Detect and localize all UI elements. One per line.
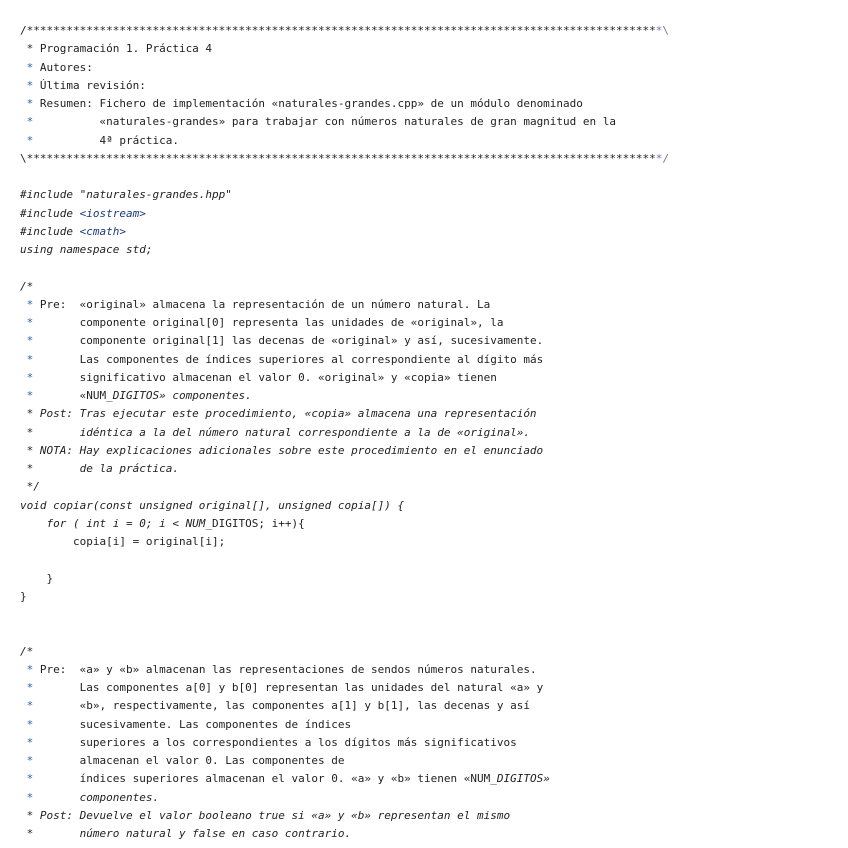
code-text: copia[i] = original[i]; <box>20 535 226 548</box>
code-text: } <box>20 571 54 585</box>
code-text <box>20 115 27 128</box>
code-text <box>20 134 27 147</box>
code-text <box>20 736 27 749</box>
code-text: #include <box>20 224 80 238</box>
code-text: #include <box>20 206 80 220</box>
code-line <box>20 405 840 423</box>
code-text: _DIGITOS; i++){ <box>205 516 305 530</box>
code-text: «naturales-grandes» para trabajar con números naturales de gran magnitud en la <box>33 115 617 129</box>
code-text: Las componentes a[0] y b[0] representan las unidades del natural «a» y <box>33 681 544 694</box>
code-text: /* <box>20 644 34 658</box>
code-text: * <box>26 370 34 384</box>
code-line <box>20 661 840 679</box>
code-text: * <box>26 754 34 767</box>
code-text: * <box>26 334 34 348</box>
code-line <box>20 278 840 296</box>
code-text <box>20 718 27 731</box>
code-text: for ( int i = 0; i < NUM <box>20 516 206 530</box>
code-text: *\ <box>655 24 670 37</box>
code-line <box>20 734 840 752</box>
code-text <box>20 681 27 694</box>
code-text: sucesivamente. Las componentes de índices <box>33 717 352 731</box>
code-line <box>20 241 840 259</box>
code-line <box>20 533 840 551</box>
code-line <box>20 442 840 460</box>
code-text <box>20 97 27 110</box>
code-line <box>20 752 840 770</box>
code-text: * de la práctica. <box>20 462 179 475</box>
code-text: componente original[0] representa las unidades de «original», la <box>33 316 504 329</box>
code-text: * NOTA: Hay explicaciones adicionales sobre este procedimiento en el enunciado <box>20 443 544 457</box>
code-text <box>20 316 27 329</box>
code-text: */ <box>20 480 40 494</box>
code-text: /*********************************************************************************************** <box>20 24 656 37</box>
code-line <box>20 259 840 277</box>
code-line <box>20 77 840 95</box>
code-text <box>20 61 27 74</box>
code-text <box>20 754 27 767</box>
code-text: Pre: «a» y «b» almacenan las representaciones de sendos números naturales. <box>33 662 537 676</box>
code-line <box>20 186 840 204</box>
code-line <box>20 679 840 697</box>
code-line <box>20 223 840 241</box>
code-text <box>20 663 27 676</box>
code-line <box>20 624 840 642</box>
code-text: Las componentes de índices superiores al correspondiente al dígito más <box>33 352 544 366</box>
code-text: * <box>26 662 34 676</box>
code-line <box>20 132 840 150</box>
code-text: * <box>26 316 34 329</box>
code-line <box>20 497 840 515</box>
code-text: componente original[1] las decenas de «original» y así, sucesivamente. <box>33 334 544 348</box>
code-text: significativo almacenan el valor 0. «original» y «copia» tienen <box>33 370 497 384</box>
code-line <box>20 643 840 661</box>
code-text: void copiar(const unsigned original[], unsigned copia[]) { <box>20 498 405 512</box>
code-line <box>20 570 840 588</box>
code-text <box>20 79 27 92</box>
code-text: * <box>26 133 34 147</box>
code-text: * <box>26 717 34 731</box>
code-line <box>20 387 840 405</box>
code-text: */ <box>655 151 670 165</box>
code-document <box>20 22 840 843</box>
code-line <box>20 22 840 40</box>
code-line <box>20 59 840 77</box>
code-text: * Post: Tras ejecutar este procedimiento, «copia» almacena una representación <box>20 407 537 421</box>
code-line <box>20 515 840 533</box>
code-text: * <box>26 389 34 402</box>
code-line <box>20 789 840 807</box>
code-text: * número natural y false en caso contrario. <box>20 827 352 840</box>
code-line <box>20 296 840 314</box>
code-text: <iostream> <box>79 206 146 220</box>
code-line <box>20 825 840 843</box>
code-line <box>20 150 840 168</box>
code-text: «b», respectivamente, las componentes a[1] y b[1], las decenas y así <box>33 699 530 713</box>
code-text: Última revisión: <box>33 78 146 92</box>
code-line <box>20 551 840 569</box>
code-line <box>20 205 840 223</box>
code-text: «NUM <box>33 389 107 402</box>
code-text: * Programación 1. Práctica 4 <box>20 42 213 56</box>
code-text: \*********************************************************************************************** <box>20 151 656 165</box>
code-line <box>20 351 840 369</box>
code-line <box>20 478 840 496</box>
code-text: * <box>26 699 34 713</box>
code-text: * <box>26 60 34 74</box>
code-line <box>20 606 840 624</box>
code-line <box>20 113 840 131</box>
code-line <box>20 588 840 606</box>
code-text: * <box>26 297 34 311</box>
code-line <box>20 168 840 186</box>
code-text: * <box>26 681 34 694</box>
code-line <box>20 460 840 478</box>
code-text: * <box>26 78 34 92</box>
code-text: * <box>26 735 34 749</box>
code-text <box>20 791 27 804</box>
code-line <box>20 40 840 58</box>
code-text <box>20 353 27 366</box>
code-line <box>20 807 840 825</box>
code-line <box>20 770 840 788</box>
code-text: * Post: Devuelve el valor booleano true si «a» y «b» representan el mismo <box>20 808 511 822</box>
code-text: componentes. <box>33 790 160 804</box>
code-text: * <box>26 115 34 129</box>
code-line <box>20 697 840 715</box>
code-text: _DIGITOS» componentes. <box>106 389 252 402</box>
code-line <box>20 716 840 734</box>
code-line <box>20 314 840 332</box>
code-text: 4ª práctica. <box>33 133 179 147</box>
code-text: * idéntica a la del número natural correspondiente a la de «original». <box>20 425 530 439</box>
code-text <box>20 389 27 402</box>
code-text: * <box>26 97 34 110</box>
code-text <box>20 699 27 712</box>
code-text <box>20 371 27 384</box>
code-text: Resumen: Fichero de implementación «naturales-grandes.cpp» de un módulo denominado <box>33 97 583 110</box>
code-text: almacenan el valor 0. Las componentes de <box>33 754 345 767</box>
code-text: índices superiores almacenan el valor 0. «a» y «b» tienen «NUM <box>33 772 491 786</box>
code-text: <cmath> <box>79 224 126 238</box>
code-text: * <box>26 772 34 786</box>
code-text: Pre: «original» almacena la representación de un número natural. La <box>33 297 491 311</box>
code-text: * <box>26 790 34 804</box>
code-line <box>20 332 840 350</box>
code-text: #include "naturales-grandes.hpp" <box>20 188 232 202</box>
code-text: } <box>20 589 27 603</box>
code-text: Autores: <box>33 60 93 74</box>
code-line <box>20 369 840 387</box>
code-text: /* <box>20 279 34 293</box>
code-line <box>20 424 840 442</box>
code-text: superiores a los correspondientes a los dígitos más significativos <box>33 735 517 749</box>
code-text <box>20 298 27 311</box>
code-text: using namespace std; <box>20 243 153 256</box>
code-text <box>20 772 27 785</box>
code-text: * <box>26 352 34 366</box>
code-text <box>20 334 27 347</box>
code-line <box>20 95 840 113</box>
code-text: _DIGITOS» <box>490 772 550 786</box>
